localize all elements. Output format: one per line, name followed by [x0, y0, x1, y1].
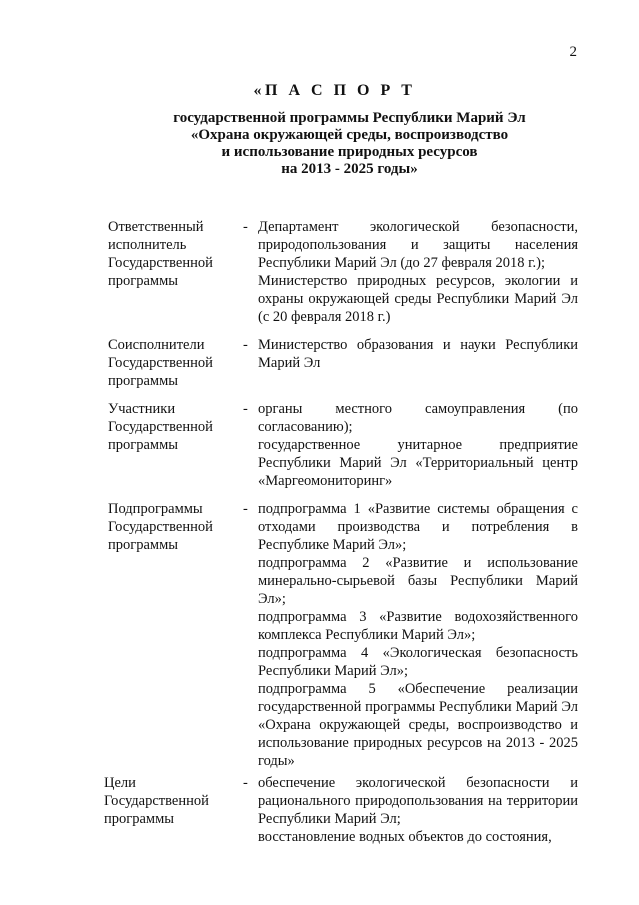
- content-item: подпрограмма 2 «Развитие и использование минерально-сырьевой базы Республики Марий Эл»;: [258, 555, 578, 607]
- row-content: [258, 400, 578, 490]
- row-content: [258, 218, 578, 326]
- label-line: Соисполнители: [108, 337, 205, 353]
- row-dash: -: [243, 401, 248, 417]
- row-dash: -: [243, 337, 248, 353]
- label-line: Государственной: [104, 793, 209, 809]
- title-main: «П А С П О Р Т: [253, 82, 416, 99]
- title-line: государственной программы Республики Марий Эл: [173, 110, 526, 126]
- label-line: Государственной: [108, 355, 213, 371]
- content-item: подпрограмма 4 «Экологическая безопасность Республики Марий Эл»;: [258, 645, 578, 679]
- label-line: программы: [108, 373, 178, 389]
- label-line: программы: [104, 811, 174, 827]
- label-line: Государственной: [108, 255, 213, 271]
- title-line: «Охрана окружающей среды, воспроизводство: [190, 127, 509, 143]
- content-item: Министерство образования и науки Республики Марий Эл: [258, 337, 578, 371]
- title-line: на 2013 - 2025 годы»: [281, 161, 418, 177]
- row-dash: -: [243, 219, 248, 235]
- title-line: и использование природных ресурсов: [221, 144, 478, 160]
- row-dash: -: [243, 775, 248, 791]
- row-dash: -: [243, 501, 248, 517]
- content-item: обеспечение экологической безопасности и рационального природопользования на территории Республики Марий Эл;: [258, 775, 578, 827]
- content-item: Министерство природных ресурсов, экологии и охраны окружающей среды Республики Марий Эл (с 20 февраля 2018 г.): [258, 273, 578, 325]
- row-content: [258, 500, 578, 770]
- content-item: государственное унитарное предприятие Республики Марий Эл «Территориальный центр «Маргеомониторинг»: [258, 437, 578, 489]
- label-line: Государственной: [108, 419, 213, 435]
- label-line: Государственной: [108, 519, 213, 535]
- label-line: Участники: [108, 401, 176, 417]
- label-line: программы: [108, 437, 178, 453]
- row-label: [108, 218, 236, 290]
- row-content: [258, 774, 578, 846]
- label-line: Цели: [104, 775, 136, 791]
- title-subtitle: [60, 110, 639, 178]
- page-number: 2: [569, 44, 577, 60]
- content-item: восстановление водных объектов до состояния,: [258, 829, 552, 845]
- row-content: [258, 336, 578, 372]
- content-item: подпрограмма 3 «Развитие водохозяйственного комплекса Республики Марий Эл»;: [258, 609, 578, 643]
- content-item: подпрограмма 5 «Обеспечение реализации государственной программы Республики Марий Эл «Охрана окружающей среды, воспроизводство и использование природных ресурсов на 2013 - 2025 годы»: [258, 681, 578, 769]
- label-line: исполнитель: [108, 237, 187, 253]
- row-label: [108, 336, 236, 390]
- row-label: [108, 500, 236, 554]
- content-item: Департамент экологической безопасности, природопользования и защиты населения Республики Марий Эл (до 27 февраля 2018 г.);: [258, 219, 578, 271]
- content-item: подпрограмма 1 «Развитие системы обращения с отходами производства и потребления в Республике Марий Эл»;: [258, 501, 578, 553]
- label-line: Подпрограммы: [108, 501, 203, 517]
- content-item: органы местного самоуправления (по согласованию);: [258, 401, 578, 435]
- document-title: [0, 82, 639, 178]
- label-line: программы: [108, 537, 178, 553]
- label-line: программы: [108, 273, 178, 289]
- label-line: Ответственный: [108, 219, 204, 235]
- row-label: [108, 400, 236, 454]
- row-label: [104, 774, 232, 828]
